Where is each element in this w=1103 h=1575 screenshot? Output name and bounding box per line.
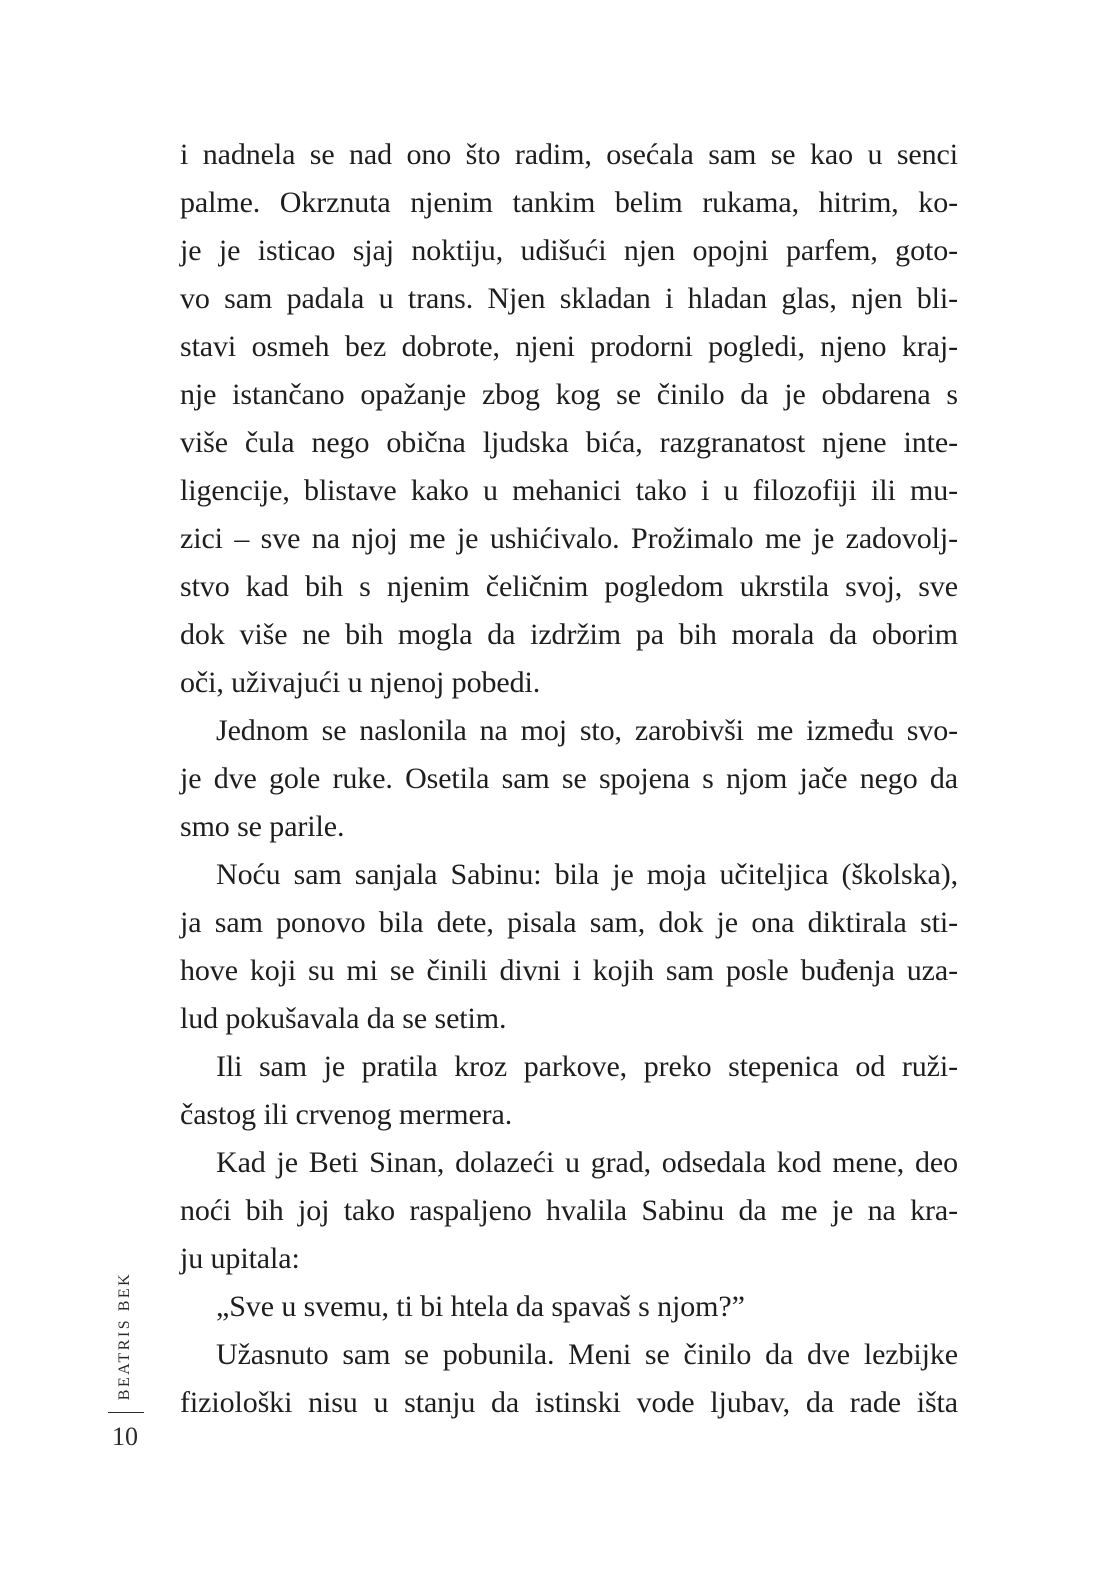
text-line: Užasnuto sam se pobunila. Meni se činilo da dve lezbijke (216, 1338, 958, 1371)
text-line: častog ili crvenog mermera. (180, 1098, 513, 1131)
text-line: više čula nego obična ljudska bića, razgranatost njene inte- (180, 426, 958, 459)
text-line: hove koji su mi se činili divni i kojih sam posle buđenja uza- (180, 954, 958, 987)
text-line: i nadnela se nad ono što radim, osećala sam se kao u senci (180, 138, 958, 171)
text-line: nje istančano opažanje zbog kog se činilo da je obdarena s (180, 378, 958, 411)
text-line: ja sam ponovo bila dete, pisala sam, dok je ona diktirala sti- (180, 906, 958, 939)
author-name: BEATRIS BEK (116, 1271, 133, 1401)
text-line: vo sam padala u trans. Njen skladan i hladan glas, njen bli- (180, 282, 958, 315)
text-line: Kad je Beti Sinan, dolazeći u grad, odsedala kod mene, deo (216, 1146, 958, 1179)
text-line: stavi osmeh bez dobrote, njeni prodorni pogledi, njeno kraj- (180, 330, 958, 363)
text-line: dok više ne bih mogla da izdržim pa bih morala da oborim (180, 618, 958, 651)
text-line: smo se parile. (180, 810, 345, 843)
text-line: lud pokušavala da se setim. (180, 1002, 507, 1035)
text-line: palme. Okrznuta njenim tankim belim rukama, hitrim, ko- (180, 186, 958, 219)
running-head (112, 1271, 138, 1401)
page-number: 10 (112, 1422, 138, 1451)
text-line: stvo kad bih s njenim čeličnim pogledom ukrstila svoj, sve (180, 570, 958, 603)
text-line: je dve gole ruke. Osetila sam se spojena s njom jače nego da (180, 762, 958, 795)
text-line: ju upitala: (180, 1242, 300, 1275)
text-line: „Sve u svemu, ti bi htela da spavaš s njom?” (216, 1290, 745, 1323)
margin-rule (108, 1412, 144, 1413)
body-text (180, 131, 958, 1427)
text-line: zici – sve na njoj me je ushićivalo. Prožimalo me je zadovolj- (180, 522, 958, 555)
text-line: fiziološki nisu u stanju da istinski vode ljubav, da rade išta (180, 1386, 958, 1419)
text-line: Ili sam je pratila kroz parkove, preko stepenica od ruži- (216, 1050, 958, 1083)
text-line: ligencije, blistave kako u mehanici tako i u filozofiji ili mu- (180, 474, 958, 507)
text-line: noći bih joj tako raspaljeno hvalila Sabinu da me je na kra- (180, 1194, 958, 1227)
text-line: Jednom se naslonila na moj sto, zarobivši me između svo- (216, 714, 958, 747)
text-line: oči, uživajući u njenoj pobedi. (180, 666, 541, 699)
text-line: Noću sam sanjala Sabinu: bila je moja učiteljica (školska), (216, 858, 958, 891)
text-line: je je isticao sjaj noktiju, udišući njen opojni parfem, goto- (180, 234, 958, 267)
